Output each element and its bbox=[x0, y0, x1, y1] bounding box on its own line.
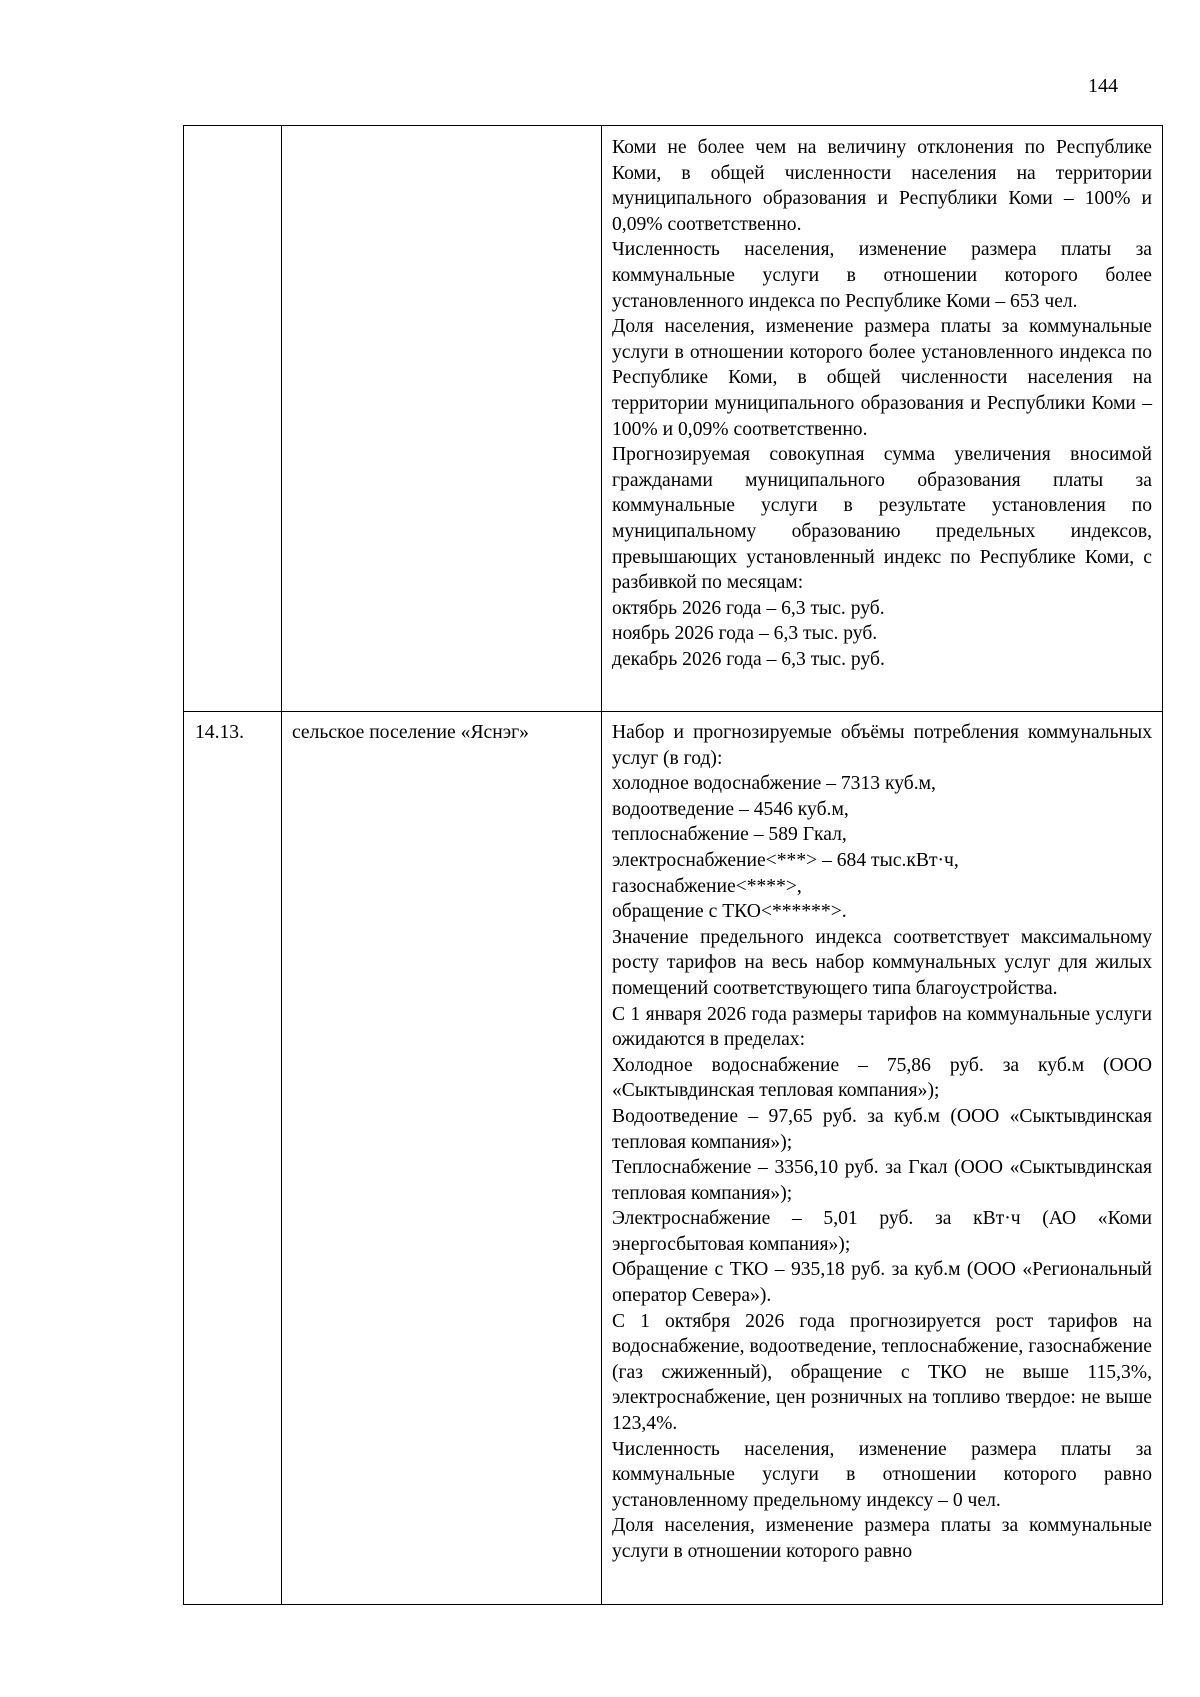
table-row bbox=[184, 126, 1163, 712]
paragraph: Доля населения, изменение размера платы за коммунальные услуги в отношении которого равно bbox=[612, 1515, 1152, 1562]
paragraph: Значение предельного индекса соответствует максимальному росту тарифов на весь набор коммунальных услуг для жилых помещений соответствующего типа благоустройства. bbox=[612, 926, 1152, 999]
paragraph: Доля населения, изменение размера платы за коммунальные услуги в отношении которого более установленного индекса по Республике Коми, в общей численности населения на территории муниципального образования и Республики Коми – 100% и 0,09% соответственно. bbox=[612, 316, 1152, 440]
paragraph: октябрь 2026 года – 6,3 тыс. руб. bbox=[612, 597, 885, 619]
paragraph: ноябрь 2026 года – 6,3 тыс. руб. bbox=[612, 623, 878, 645]
description-cell bbox=[602, 126, 1163, 712]
paragraph: теплоснабжение – 589 Гкал, bbox=[612, 824, 847, 846]
paragraph: Набор и прогнозируемые объёмы потребления коммунальных услуг (в год): bbox=[612, 722, 1152, 769]
paragraph: Численность населения, изменение размера платы за коммунальные услуги в отношении которого равно установленному предельному индексу – 0 чел. bbox=[612, 1438, 1152, 1511]
paragraph: С 1 января 2026 года размеры тарифов на коммунальные услуги ожидаются в пределах: bbox=[612, 1003, 1152, 1051]
table-row bbox=[184, 712, 1163, 1605]
paragraph: С 1 октября 2026 года прогнозируется рост тарифов на водоснабжение, водоотведение, теплоснабжение, газоснабжение (газ сжиженный), обращение с ТКО не выше 115,3%, электроснабжение, цен розничных на топливо твердое: не выше 123,4%. bbox=[612, 1310, 1152, 1435]
row-number-cell: 14.13. bbox=[184, 712, 282, 1605]
paragraph: Численность населения, изменение размера платы за коммунальные услуги в отношении которого более установленного индекса по Республике Коми – 653 чел. bbox=[612, 239, 1152, 312]
paragraph: Электроснабжение – 5,01 руб. за кВт·ч (АО «Коми энергосбытовая компания»); bbox=[612, 1208, 1152, 1255]
paragraph: обращение с ТКО<******>. bbox=[612, 901, 847, 923]
paragraph: Прогнозируемая совокупная сумма увеличения вносимой гражданами муниципального образования платы за коммунальные услуги в результате установления по муниципальному образованию предельных индексов, превышающих установленный индекс по Республике Коми, с разбивкой по месяцам: bbox=[612, 444, 1152, 594]
paragraph: Обращение с ТКО – 935,18 руб. за куб.м (ООО «Региональный оператор Севера»). bbox=[612, 1259, 1152, 1307]
paragraph: Коми не более чем на величину отклонения по Республике Коми, в общей численности населения на территории муниципального образования и Республики Коми – 100% и 0,09% соответственно. bbox=[612, 137, 1152, 235]
paragraph: газоснабжение<****>, bbox=[612, 875, 802, 897]
paragraph: декабрь 2026 года – 6,3 тыс. руб. bbox=[612, 648, 885, 670]
description-cell bbox=[602, 712, 1163, 1605]
paragraph: Холодное водоснабжение – 75,86 руб. за куб.м (ООО «Сыктывдинская тепловая компания»); bbox=[612, 1054, 1152, 1102]
paragraph: электроснабжение<***> – 684 тыс.кВт·ч, bbox=[612, 849, 959, 871]
paragraph: холодное водоснабжение – 7313 куб.м, bbox=[612, 773, 936, 795]
municipality-name-cell: сельское поселение «Яснэг» bbox=[282, 712, 602, 1605]
paragraph: Водоотведение – 97,65 руб. за куб.м (ООО «Сыктывдинская тепловая компания»); bbox=[612, 1105, 1152, 1153]
municipality-name-cell bbox=[282, 126, 602, 712]
row-number-cell bbox=[184, 126, 282, 712]
paragraph: Теплоснабжение – 3356,10 руб. за Гкал (ООО «Сыктывдинская тепловая компания»); bbox=[612, 1157, 1152, 1204]
paragraph: водоотведение – 4546 куб.м, bbox=[612, 798, 849, 820]
document-table bbox=[183, 125, 1163, 1605]
page-number: 144 bbox=[1088, 75, 1118, 97]
